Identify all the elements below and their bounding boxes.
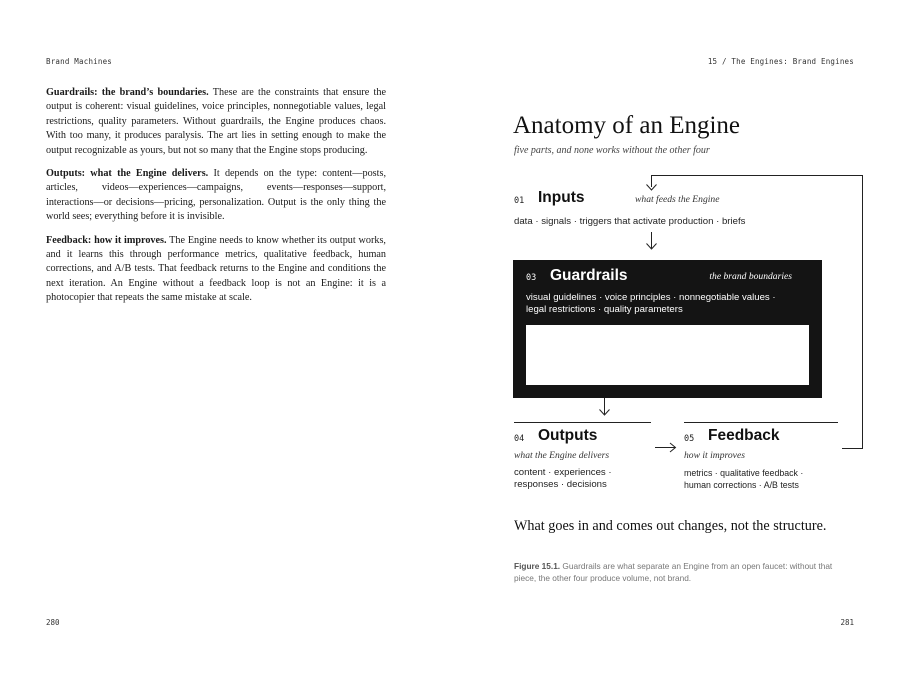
feedback-rule <box>684 422 838 423</box>
paragraph-body: These are the constraints that ensure the output is coherent: visual guidelines, voice principles, nonnegotiable values, legal restrictions, quality parameters. Without guardrails, the Engine produces chaos. With too many, it produces paralysis. The art lies in setting enough to make the output recognizable as yours, but not so many that the Engine stops producing. <box>46 87 386 156</box>
core-note: the production logic <box>647 335 725 346</box>
outputs-heading: Outputs <box>538 427 598 444</box>
figure-caption <box>514 560 854 584</box>
guardrails-number: 03 <box>526 273 537 283</box>
paragraph-lead: Outputs: what the Engine delivers. <box>46 168 209 180</box>
inputs-heading: Inputs <box>538 189 585 206</box>
paragraph-body: It depends on the type: content—posts, articles, videos—experiences—campaigns, events—responses—support, interactions—or decisions—pricing, personalization. Output is the only thing the world sees; everything before it is invisible. <box>46 168 386 223</box>
feedback-items-line1: metrics · qualitative feedback · <box>684 468 804 478</box>
figure-subtitle: five parts, and none works without the other four <box>514 145 710 156</box>
paragraph-body: The Engine needs to know whether its output works, and it learns this through performance metrics, qualitative feedback, human corrections, and A/B tests. That feedback returns to the Engine and conditions the next iteration. An Engine without a feedback loop is not an Engine: it is a photocopier that repeats the same mistake at scale. <box>46 234 386 304</box>
outputs-number: 04 <box>514 434 525 444</box>
arrow-down-icon <box>646 184 657 191</box>
outputs-items-line2: responses · decisions <box>514 479 607 490</box>
guardrails-items-line1: visual guidelines · voice principles · nonnegotiable values · <box>526 292 776 303</box>
paragraph-guardrails <box>46 86 386 158</box>
arrow-down-icon <box>599 409 610 416</box>
core-items-line1: human · algorithmic · hybrid: <box>538 356 660 367</box>
core-items-line2: AI and people in the same flow <box>538 368 670 379</box>
feedback-note: how it improves <box>684 450 745 461</box>
outputs-items-line1: content · experiences · <box>514 467 612 478</box>
core-heading: core <box>562 331 595 348</box>
core-block <box>526 325 809 385</box>
left-running-head: Brand Machines <box>46 57 113 66</box>
caption-label: Figure 15.1. <box>514 561 561 571</box>
core-number: 02 <box>538 337 549 347</box>
left-body-text <box>46 86 386 306</box>
arrow-down-icon <box>646 243 657 250</box>
guardrails-items-line2: legal restrictions · quality parameters <box>526 304 683 315</box>
paragraph-feedback <box>46 234 386 306</box>
paragraph-lead: Feedback: how it improves. <box>46 234 167 246</box>
outputs-rule <box>514 422 651 423</box>
feedback-heading: Feedback <box>708 427 780 444</box>
figure-title: Anatomy of an Engine <box>513 112 741 139</box>
outputs-note: what the Engine delivers <box>514 450 610 461</box>
inputs-note: what feeds the Engine <box>635 194 720 205</box>
guardrails-heading: Guardrails <box>550 267 628 284</box>
loop-line-bottom <box>842 448 863 449</box>
right-folio: 281 <box>840 618 854 627</box>
feedback-number: 05 <box>684 434 695 444</box>
inputs-number: 01 <box>514 196 525 206</box>
paragraph-lead: Guardrails: the brand’s boundaries. <box>46 87 209 98</box>
inputs-items: data · signals · triggers that activate production · briefs <box>514 216 746 227</box>
loop-line-right <box>862 175 863 448</box>
left-folio: 280 <box>46 618 60 627</box>
feedback-items-line2: human corrections · A/B tests <box>684 480 799 490</box>
paragraph-outputs <box>46 167 386 225</box>
guardrails-block <box>513 260 822 398</box>
arrow-right-icon <box>655 442 677 453</box>
guardrails-note: the brand boundaries <box>709 271 792 282</box>
figure-summary: What goes in and comes out changes, not the structure. <box>514 518 827 534</box>
right-running-head: 15 / The Engines: Brand Engines <box>707 57 854 66</box>
loop-line-top <box>651 175 862 176</box>
caption-text: Guardrails are what separate an Engine from an open faucet: without that piece, the other four produce volume, not brand. <box>514 561 833 583</box>
